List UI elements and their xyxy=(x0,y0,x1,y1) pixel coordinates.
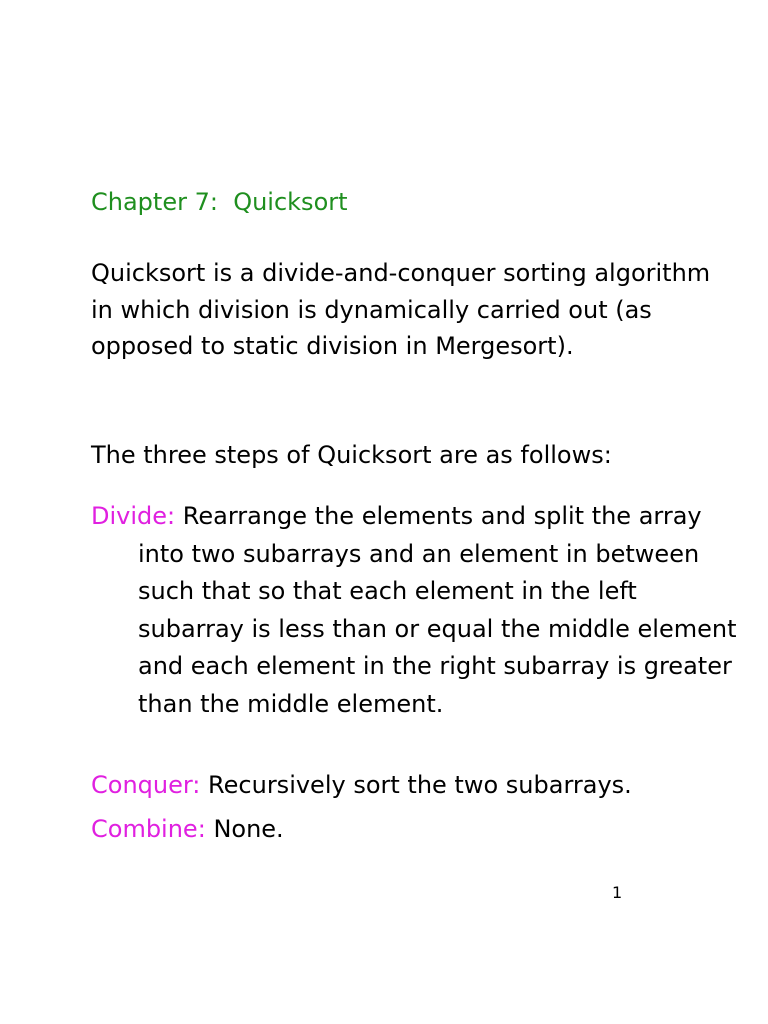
steps-intro: The three steps of Quicksort are as follows: xyxy=(91,441,612,469)
step-combine xyxy=(91,811,738,849)
step-conquer-text: Recursively sort the two subarrays. xyxy=(208,771,632,799)
step-conquer xyxy=(91,767,738,805)
page-number: 1 xyxy=(612,883,623,902)
step-conquer-term: Conquer: xyxy=(91,771,201,799)
intro-paragraph: Quicksort is a divide-and-conquer sorting algorithm in which division is dynamically carried out (as opposed to static division in Mergesort). xyxy=(91,259,711,360)
step-divide-text: Rearrange the elements and split the array into two subarrays and an element in between such that so that each element in the left subarray is less than or equal the middle element and each element in the right subarray is greater than the middle element. xyxy=(138,502,737,718)
step-divide-term: Divide: xyxy=(91,502,176,530)
step-divide xyxy=(91,498,738,723)
step-combine-term: Combine: xyxy=(91,815,206,843)
chapter-title: Chapter 7: Quicksort xyxy=(91,188,348,216)
step-combine-text: None. xyxy=(213,815,284,843)
